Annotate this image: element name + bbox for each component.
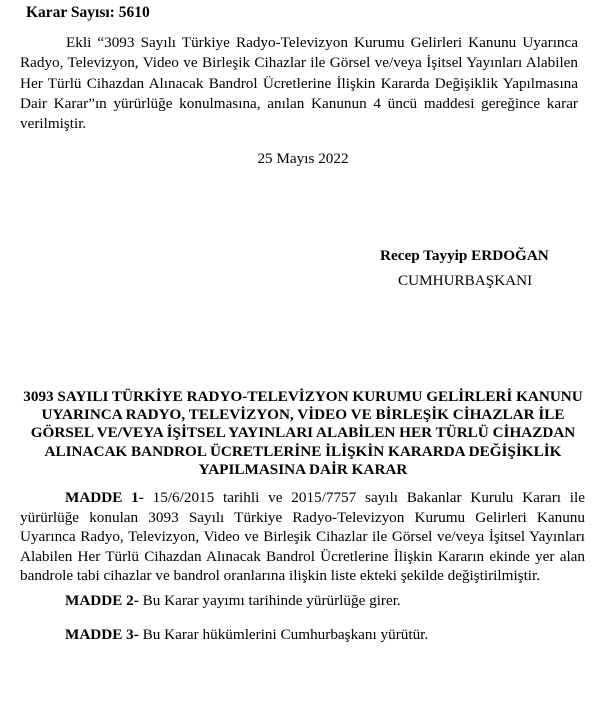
article-1 (20, 488, 585, 586)
intro-paragraph: Ekli “3093 Sayılı Türkiye Radyo-Televizyon Kurumu Gelirleri Kanunu Uyarınca Radyo, Televizyon, Video ve Birleşik Cihazlar ile Görsel ve/veya İşitsel Yayınları Alabilen Her Türlü Cihazdan Alınacak Bandrol Ücretlerine İlişkin Kararda Değişiklik Yapılmasına Dair Karar”ın yürürlüğe konulmasına, anılan Kanunun 4 üncü maddesi gereğince karar verilmiştir. (20, 34, 578, 133)
article-3 (65, 626, 428, 644)
decision-date: 25 Mayıs 2022 (257, 150, 349, 167)
article-2-label: MADDE 2- (65, 592, 139, 609)
article-2-text: Bu Karar yayımı tarihinde yürürlüğe girer. (138, 592, 401, 609)
decree-title: 3093 SAYILI TÜRKİYE RADYO-TELEVİZYON KURUMU GELİRLERİ KANUNU UYARINCA RADYO, TELEVİZYON, VİDEO VE BİRLEŞİK CİHAZLAR İLE GÖRSEL VE/VEYA İŞİTSEL YAYINLARI ALABİLEN HER TÜRLÜ CİHAZDAN ALINACAK BANDROL ÜCRETLERİNE İLİŞKİN KARARDA DEĞİŞİKLİK YAPILMASINA DAİR KARAR (23, 388, 583, 478)
decision-number: Karar Sayısı: 5610 (26, 4, 150, 21)
signatory-title: CUMHURBAŞKANI (398, 272, 533, 289)
article-3-label: MADDE 3- (65, 626, 139, 643)
signatory-name: Recep Tayyip ERDOĞAN (380, 247, 549, 264)
article-3-text: Bu Karar hükümlerini Cumhurbaşkanı yürütür. (138, 626, 429, 643)
article-1-label: MADDE 1- (65, 489, 144, 506)
article-2 (65, 592, 401, 610)
article-1-text: 15/6/2015 tarihli ve 2015/7757 sayılı Bakanlar Kurulu Kararı ile yürürlüğe konulan 3093 Sayılı Türkiye Radyo-Televizyon Kurumu Gelirleri Kanunu Uyarınca Radyo, Televizyon, Video ve Birleşik Cihazlar ile Görsel ve/veya İşitsel Yayınları Alabilen Her Türlü Cihazdan Alınacak Bandrol Ücretlerine İlişkin Kararın ekinde yer alan bandrole tabi cihazlar ve bandrol oranlarına ilişkin liste ekteki şekilde değiştirilmiştir. (20, 489, 585, 585)
